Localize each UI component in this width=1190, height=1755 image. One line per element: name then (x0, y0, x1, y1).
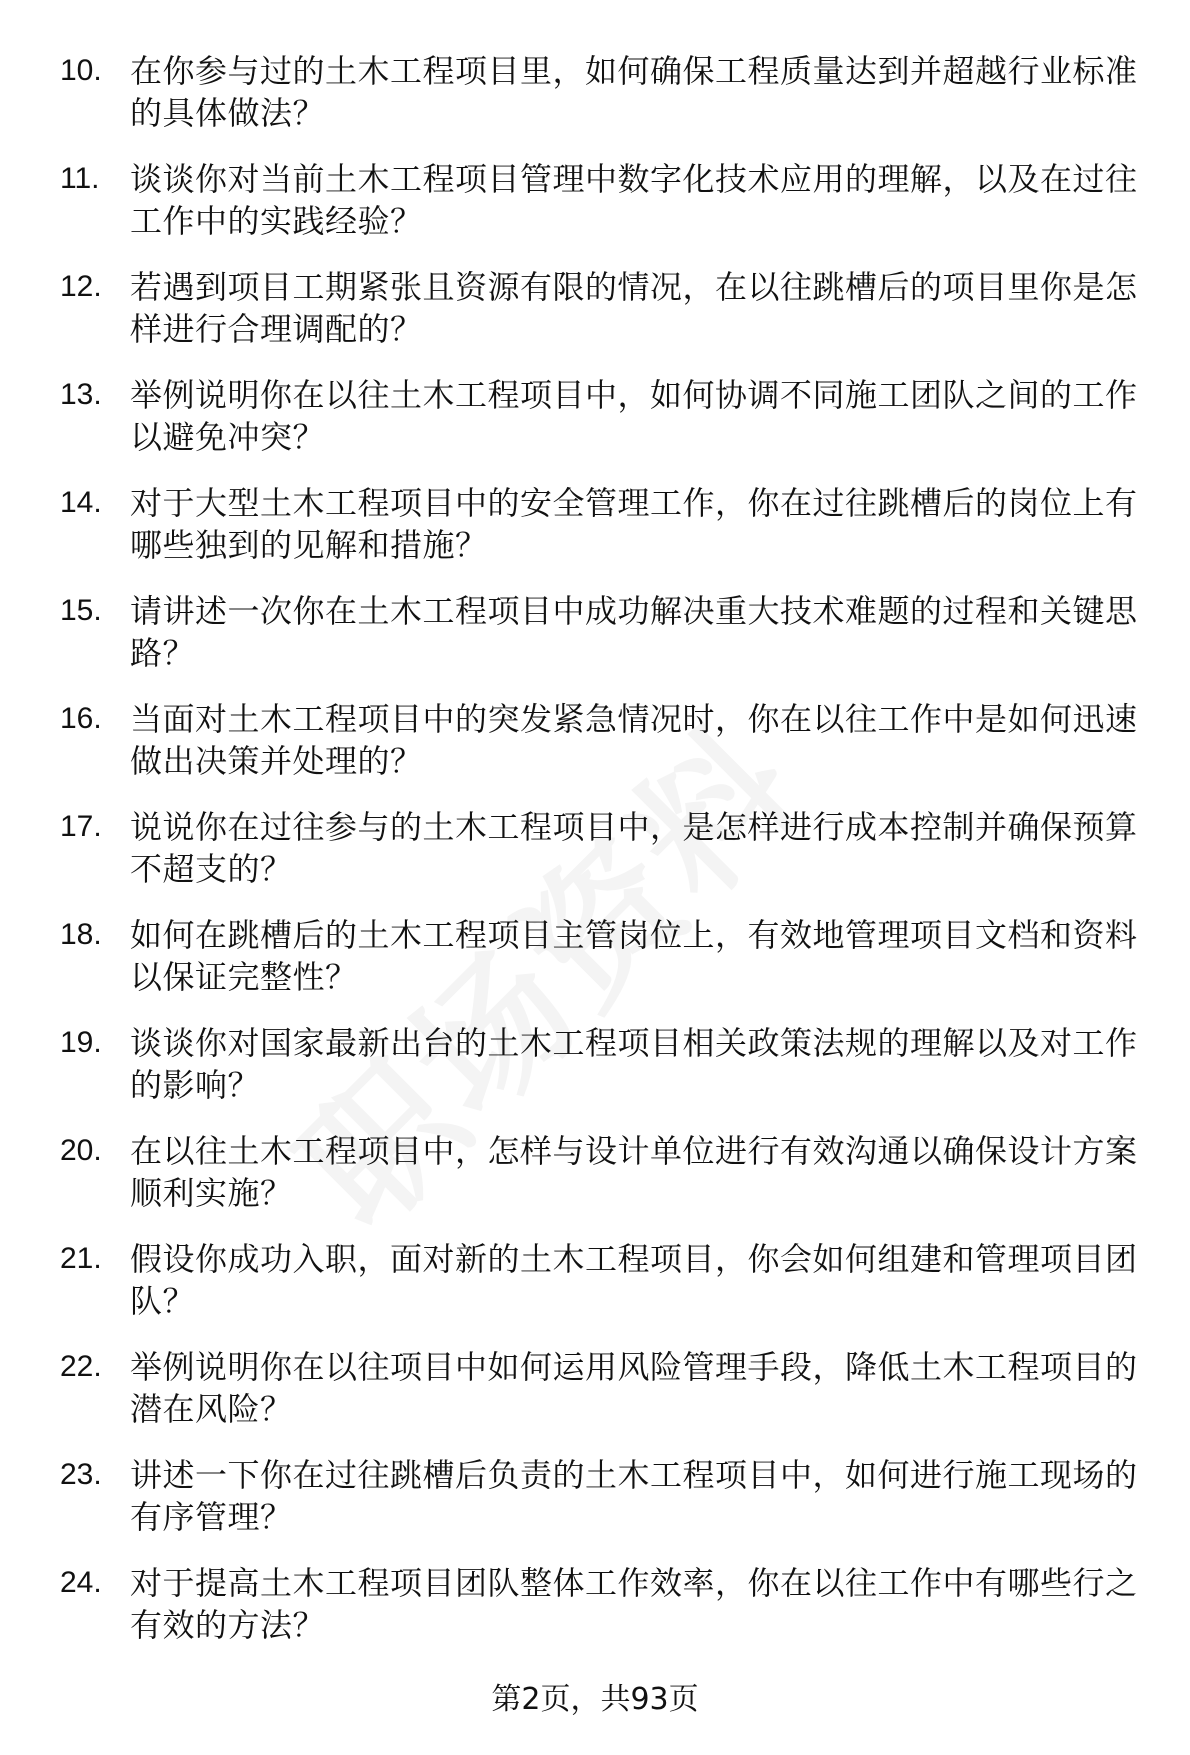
list-item (0, 590, 1190, 698)
list-item (0, 1562, 1190, 1670)
question-text: 讲述一下你在过往跳槽后负责的土木工程项目中，如何进行施工现场的有序管理？ (130, 1456, 1138, 1536)
question-number: 15. (60, 594, 102, 627)
question-number: 16. (60, 702, 102, 735)
question-text: 若遇到项目工期紧张且资源有限的情况，在以往跳槽后的项目里你是怎样进行合理调配的？ (130, 268, 1138, 348)
list-item (0, 50, 1190, 158)
question-number: 14. (60, 486, 102, 519)
question-number: 10. (60, 54, 102, 87)
list-item (0, 698, 1190, 806)
list-item (0, 266, 1190, 374)
question-text: 举例说明你在以往土木工程项目中，如何协调不同施工团队之间的工作以避免冲突？ (130, 376, 1138, 456)
list-item (0, 806, 1190, 914)
list-item (0, 1022, 1190, 1130)
question-number: 18. (60, 918, 102, 951)
page-number: 第2页，共93页 (491, 1682, 699, 1717)
question-text: 请讲述一次你在土木工程项目中成功解决重大技术难题的过程和关键思路？ (130, 592, 1138, 672)
question-text: 如何在跳槽后的土木工程项目主管岗位上，有效地管理项目文档和资料以保证完整性？ (130, 916, 1138, 996)
question-text: 谈谈你对国家最新出台的土木工程项目相关政策法规的理解以及对工作的影响？ (130, 1024, 1138, 1104)
question-number: 13. (60, 378, 102, 411)
list-item (0, 1346, 1190, 1454)
question-number: 17. (60, 810, 102, 843)
question-number: 24. (60, 1566, 102, 1599)
question-text: 说说你在过往参与的土木工程项目中，是怎样进行成本控制并确保预算不超支的？ (130, 808, 1138, 888)
question-number: 22. (60, 1350, 102, 1383)
list-item (0, 482, 1190, 590)
question-text: 谈谈你对当前土木工程项目管理中数字化技术应用的理解，以及在过往工作中的实践经验？ (130, 160, 1138, 240)
question-text: 假设你成功入职，面对新的土木工程项目，你会如何组建和管理项目团队？ (130, 1240, 1138, 1320)
list-item (0, 374, 1190, 482)
list-item (0, 158, 1190, 266)
question-text: 当面对土木工程项目中的突发紧急情况时，你在以往工作中是如何迅速做出决策并处理的？ (130, 700, 1138, 780)
list-item (0, 914, 1190, 1022)
question-number: 19. (60, 1026, 102, 1059)
question-text: 在你参与过的土木工程项目里，如何确保工程质量达到并超越行业标准的具体做法？ (130, 52, 1138, 132)
list-item (0, 1130, 1190, 1238)
question-number: 21. (60, 1242, 102, 1275)
question-text: 对于大型土木工程项目中的安全管理工作，你在过往跳槽后的岗位上有哪些独到的见解和措施？ (130, 484, 1138, 564)
question-number: 20. (60, 1134, 102, 1167)
question-list (0, 50, 1190, 1670)
question-number: 12. (60, 270, 102, 303)
question-number: 11. (60, 162, 100, 195)
question-number: 23. (60, 1458, 102, 1491)
question-text: 举例说明你在以往项目中如何运用风险管理手段，降低土木工程项目的潜在风险？ (130, 1348, 1138, 1428)
question-text: 在以往土木工程项目中，怎样与设计单位进行有效沟通以确保设计方案顺利实施？ (130, 1132, 1138, 1212)
list-item (0, 1238, 1190, 1346)
question-text: 对于提高土木工程项目团队整体工作效率，你在以往工作中有哪些行之有效的方法？ (130, 1564, 1138, 1644)
list-item (0, 1454, 1190, 1562)
